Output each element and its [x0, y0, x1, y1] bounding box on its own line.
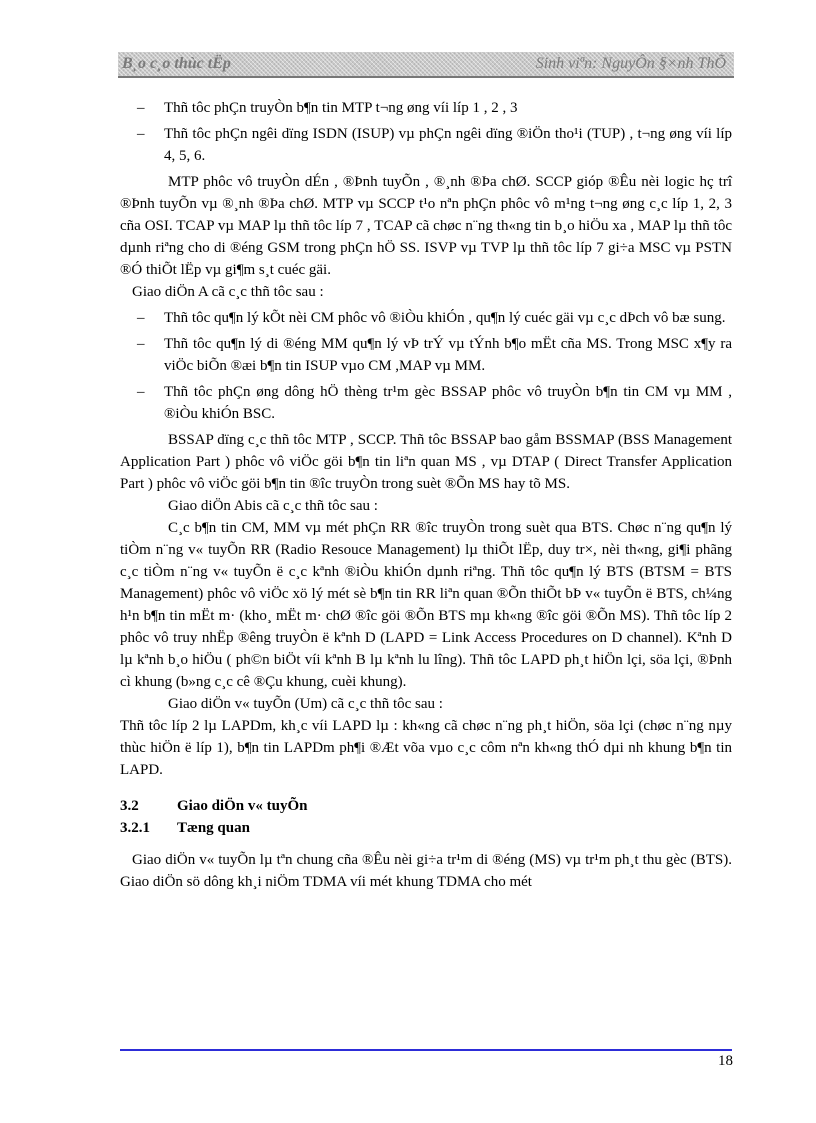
paragraph-radio-interface: Giao diÖn v« tuyÕn lµ tªn chung cña ®Êu nèi gi÷a tr¹m di ®éng (MS) vµ tr¹m ph¸t thu gèc (BTS). Giao diÖn sö dông kh¸i niÖm TDMA víi mét khung TDMA cho mét: [120, 852, 732, 890]
dash-bullet-icon: –: [137, 100, 145, 116]
bullet-text: Thñ tôc qu¶n lý di ®éng MM qu¶n lý vÞ trÝ vµ tÝnh b¶o mËt cña MS. Trong MSC x¶y ra viÖc biÕn ®æi b¶n tin ISUP vµo CM ,MAP vµ MM.: [164, 336, 732, 374]
bullet-text: Thñ tôc qu¶n lý kÕt nèi CM phôc vô ®iÒu khiÓn , qu¶n lý cuéc gäi vµ c¸c dÞch vô bæ sung.: [164, 310, 726, 326]
paragraph-abis-intro: Giao diÖn Abis cã c¸c thñ tôc sau :: [168, 498, 378, 514]
bullet-text: Thñ tôc phÇn øng dông hÖ thèng tr¹m gèc BSSAP phôc vô truyÒn b¶n tin CM vµ MM , ®iÒu khiÓn BSC.: [164, 384, 732, 422]
paragraph-um: Thñ tôc líp 2 lµ LAPDm, kh¸c víi LAPD lµ : kh«ng cã chøc n¨ng ph¸t hiÖn, söa lçi (chøc n¨ng nµy thùc hiÖn ë líp 1), b¶n tin LAPDm ph¶i ®Æt võa vµo c¸c côm nªn kh«ng thÓ dµi nh khung b¶n tin LAPD.: [120, 718, 732, 778]
paragraph-bssap: BSSAP dïng c¸c thñ tôc MTP , SCCP. Thñ tôc BSSAP bao gåm BSSMAP (BSS Management Application Part ) phôc vô viÖc göi b¶n tin liªn quan MS , vµ DTAP ( Direct Transfer Application Part ) phôc vô viÖc göi b¶n tin ®îc truyÒn trong suèt ®Õn MS hay tõ MS.: [120, 432, 732, 492]
bullet-item: [120, 307, 732, 329]
page-header: [118, 52, 734, 78]
dash-bullet-icon: –: [137, 336, 145, 352]
section-number: 3.2.1: [120, 820, 150, 836]
bullet-item: [120, 381, 732, 425]
bullet-item: [120, 333, 732, 377]
section-heading-3-2-1: [120, 817, 732, 839]
header-student-name: Sinh viªn: NguyÔn §×nh ThÕ: [535, 55, 726, 72]
section-title: Tæng quan: [177, 820, 250, 836]
paragraph-abis: C¸c b¶n tin CM, MM vµ mét phÇn RR ®îc truyÒn trong suèt qua BTS. Chøc n¨ng qu¶n lý tiÒm n¨ng v« tuyÕn RR (Radio Resouce Management) lµ thiÕt lËp, duy tr×, nèi th«ng, gi¶i phãng c¸c tiÒm n¨ng v« tuyÕn ë c¸c kªnh ®iÒu khiÓn dµnh riªng. Thñ tôc qu¶n lý BTS (BTSM = BTS Management) phôc vô viÖc xö lý mét sè b¶n tin RR liªn quan ®Õn thiÕt bÞ v« tuyÕn ë BTS, ch¼ng h¹n b¶n tin mËt m· (kho¸ mËt m· chØ ®îc göi ®Õn BTS mµ kh«ng ®îc göi ®Õn MS). Thñ tôc líp 2 phôc vô truy nhËp ®êng truyÒn ë kªnh D (LAPD = Link Access Procedures on D channel). Kªnh D lµ kªnh b¸o hiÖu ( ph©n biÖt víi kªnh B lµ kªnh lu lîng). Thñ tôc LAPD ph¸t hiÖn lçi, söa lçi, ®Þnh cì khung (b»ng c¸c cê ®Çu khung, cuèi khung).: [120, 520, 732, 690]
dash-bullet-icon: –: [137, 310, 145, 326]
section-heading-3-2: [120, 795, 732, 817]
paragraph-interface-a-intro: Giao diÖn A cã c¸c thñ tôc sau :: [132, 284, 324, 300]
dash-bullet-icon: –: [137, 126, 145, 142]
section-title: Giao diÖn v« tuyÕn: [177, 798, 308, 814]
section-number: 3.2: [120, 798, 139, 814]
bullet-text: Thñ tôc phÇn ngêi dïng ISDN (ISUP) vµ phÇn ngêi dïng ®iÖn tho¹i (TUP) , t¬ng øng víi líp 4, 5, 6.: [164, 126, 732, 164]
document-body: [120, 97, 732, 893]
paragraph-um-intro: Giao diÖn v« tuyÕn (Um) cã c¸c thñ tôc sau :: [168, 696, 443, 712]
footer-rule: [120, 1049, 732, 1051]
bullet-item: [120, 97, 732, 119]
page-number: 18: [718, 1053, 733, 1069]
paragraph-mtp: MTP phôc vô truyÒn dÉn , ®Þnh tuyÕn , ®¸nh ®Þa chØ. SCCP gióp ®Êu nèi logic hç trî ®Þnh tuyÕn vµ ®¸nh ®Þa chØ. MTP vµ SCCP t¹o nªn phÇn phôc vô m¹ng t¬ng øng c¸c líp 1, 2, 3 cña OSI. TCAP vµ MAP lµ thñ tôc líp 7 , TCAP cã chøc n¨ng th«ng tin b¸o hiÖu xa , MAP lµ thñ tôc dµnh riªng cho di ®éng GSM trong phÇn hÖ SS. ISVP vµ TVP lµ thñ tôc líp 7 gi÷a MSC vµ PSTN ®Ó thiÕt lËp vµ gi¶m s¸t cuéc gäi.: [120, 174, 732, 278]
dash-bullet-icon: –: [137, 384, 145, 400]
bullet-text: Thñ tôc phÇn truyÒn b¶n tin MTP t¬ng øng víi líp 1 , 2 , 3: [164, 100, 518, 116]
header-report-title: B¸o c¸o thùc tËp: [122, 55, 231, 72]
bullet-item: [120, 123, 732, 167]
